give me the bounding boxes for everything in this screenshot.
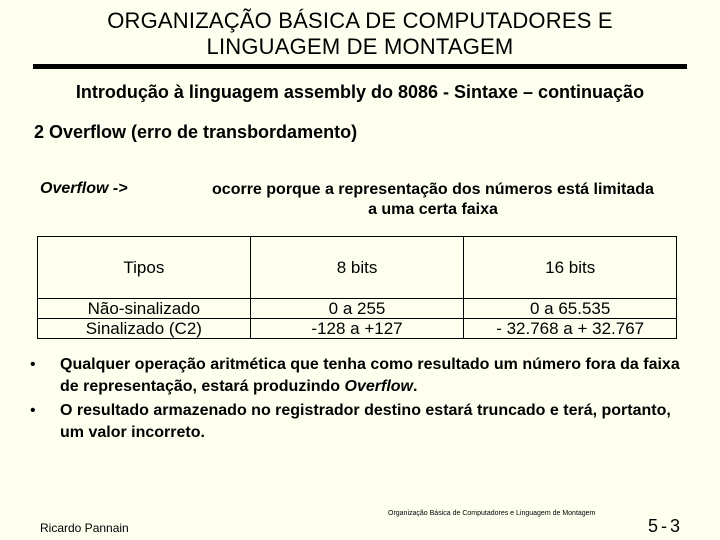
- table-cell: 0 a 255: [250, 299, 464, 319]
- table-header-row: [38, 237, 677, 299]
- ranges-table: [37, 236, 677, 339]
- title-divider: [33, 64, 687, 69]
- bullet-dot: •: [30, 402, 36, 419]
- bullet-list: [30, 354, 690, 446]
- table-row: [38, 299, 677, 319]
- section-heading: 2 Overflow (erro de transbordamento): [34, 122, 358, 142]
- table-header-cell: 8 bits: [250, 237, 464, 299]
- slide-subtitle: Introdução à linguagem assembly do 8086 - Sintaxe – continuação: [75, 82, 645, 102]
- definition-description: [178, 180, 688, 220]
- slide-title: [0, 8, 720, 60]
- table-cell: 0 a 65.535: [464, 299, 677, 319]
- table-row: [38, 319, 677, 339]
- table-cell: Sinalizado (C2): [38, 319, 251, 339]
- title-line-1: ORGANIZAÇÃO BÁSICA DE COMPUTADORES E: [107, 8, 613, 33]
- bullet-item: [30, 354, 690, 398]
- definition-term-text: Overflow ->: [40, 180, 128, 197]
- title-line-2: LINGUAGEM DE MONTAGEM: [206, 34, 514, 59]
- table-cell: -128 a +127: [250, 319, 464, 339]
- definition-term: [40, 180, 128, 198]
- footer-author: Ricardo Pannain: [40, 521, 129, 535]
- bullet-1-emphasis: Overflow: [344, 378, 413, 395]
- page-number: 5-3: [648, 516, 684, 536]
- bullet-item: [30, 400, 690, 444]
- bullet-1-text: Qualquer operação aritmética que tenha como resultado um número fora da faixa de representação, estará produzindo: [60, 356, 680, 395]
- definition-line-2: a uma certa faixa: [368, 201, 498, 218]
- table-header-cell: 16 bits: [464, 237, 677, 299]
- table-header-cell: Tipos: [38, 237, 251, 299]
- bullet-1-end: .: [413, 378, 418, 395]
- table-cell: - 32.768 a + 32.767: [464, 319, 677, 339]
- bullet-2-text: O resultado armazenado no registrador destino estará truncado e terá, portanto, um valor incorreto.: [60, 402, 671, 441]
- definition-line-1: ocorre porque a representação dos números está limitada: [212, 181, 654, 198]
- bullet-dot: •: [30, 356, 36, 373]
- footer-course-name: Organização Básica de Computadores e Linguagem de Montagem: [388, 510, 596, 517]
- table-cell: Não-sinalizado: [38, 299, 251, 319]
